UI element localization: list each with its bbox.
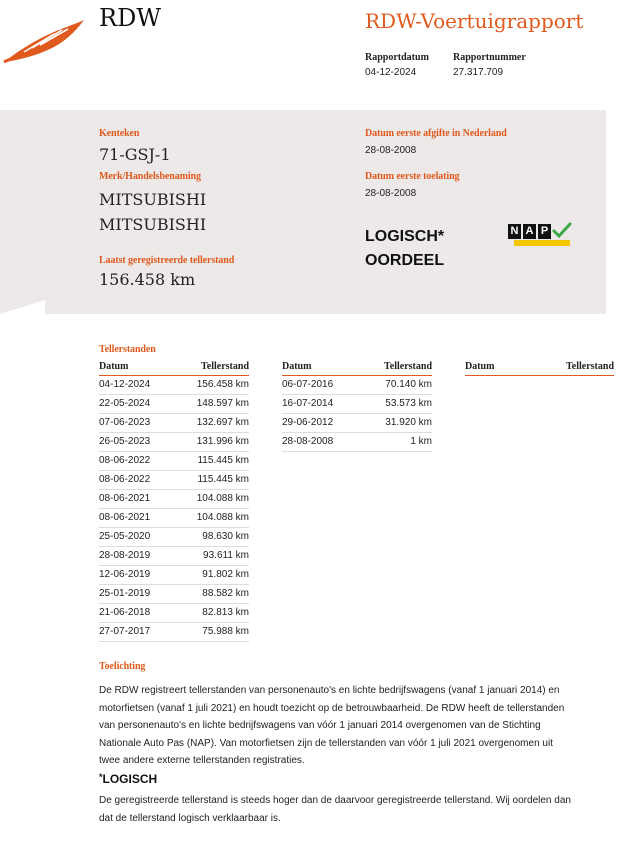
vehicle-panel — [0, 110, 606, 300]
logisch-title: LOGISCH — [102, 772, 158, 786]
toelichting-line: van personenauto's en lichte bedrijfswagens van vóór 1 januari 2014 overgenomen van de Stichting — [99, 720, 541, 731]
row-datum: 25-01-2019 — [99, 588, 151, 599]
col-tellerstand: Tellerstand — [566, 361, 614, 372]
merk-value: MITSUBISHI — [99, 190, 207, 209]
nap-letter-a: A — [523, 224, 536, 239]
row-tellerstand: 131.996 km — [196, 436, 249, 447]
table-row — [99, 509, 249, 528]
table-row — [99, 604, 249, 623]
row-tellerstand: 148.597 km — [196, 398, 249, 409]
report-title: RDW-Voertuigrapport — [365, 9, 584, 33]
teller-value: 156.458 km — [99, 270, 196, 289]
col-tellerstand: Tellerstand — [384, 361, 432, 372]
table-row — [99, 528, 249, 547]
table-row — [99, 395, 249, 414]
row-tellerstand: 53.573 km — [385, 398, 432, 409]
handelsbenaming-value: MITSUBISHI — [99, 215, 207, 234]
toelichting-text — [99, 682, 614, 770]
tellerstanden-table-2 — [282, 361, 432, 452]
row-datum: 08-06-2022 — [99, 455, 151, 466]
oordeel-line2: OORDEEL — [365, 252, 445, 269]
row-datum: 07-06-2023 — [99, 417, 151, 428]
row-tellerstand: 156.458 km — [196, 379, 249, 390]
row-datum: 12-06-2019 — [99, 569, 151, 580]
row-datum: 06-07-2016 — [282, 379, 334, 390]
row-tellerstand: 98.630 km — [202, 531, 249, 542]
oordeel-line1: LOGISCH* — [365, 228, 445, 245]
vehicle-panel-tail — [0, 300, 45, 314]
nap-letter-n: N — [508, 224, 521, 239]
row-tellerstand: 88.582 km — [202, 588, 249, 599]
table-header — [282, 361, 432, 376]
tellerstanden-table-1 — [99, 361, 249, 642]
row-tellerstand: 104.088 km — [196, 493, 249, 504]
row-tellerstand: 75.988 km — [202, 626, 249, 637]
col-datum: Datum — [465, 361, 495, 372]
vehicle-panel-bottom — [45, 300, 606, 314]
tellerstanden-table-3 — [465, 361, 614, 376]
row-tellerstand: 1 km — [410, 436, 432, 447]
row-datum: 08-06-2022 — [99, 474, 151, 485]
table-row — [99, 547, 249, 566]
table-header — [465, 361, 614, 376]
row-datum: 26-05-2023 — [99, 436, 151, 447]
nap-bar — [514, 240, 570, 246]
row-datum: 16-07-2014 — [282, 398, 334, 409]
row-tellerstand: 70.140 km — [385, 379, 432, 390]
table-row — [282, 433, 432, 452]
afgifte-label: Datum eerste afgifte in Nederland — [365, 128, 507, 139]
logisch-line: De geregistreerde tellerstand is steeds hoger dan de daarvoor geregistreerde tellerstand. Wij oordelen dan — [99, 795, 571, 806]
table-row — [99, 623, 249, 642]
row-tellerstand: 31.920 km — [385, 417, 432, 428]
kenteken-label: Kenteken — [99, 128, 140, 139]
row-datum: 21-06-2018 — [99, 607, 151, 618]
row-tellerstand: 115.445 km — [197, 474, 249, 485]
table-row — [282, 414, 432, 433]
row-tellerstand: 82.813 km — [202, 607, 249, 618]
table-row — [99, 490, 249, 509]
row-datum: 28-08-2008 — [282, 436, 334, 447]
col-datum: Datum — [282, 361, 312, 372]
afgifte-value: 28-08-2008 — [365, 145, 417, 156]
table-row — [99, 376, 249, 395]
logisch-text — [99, 792, 614, 827]
row-datum: 25-05-2020 — [99, 531, 151, 542]
row-tellerstand: 115.445 km — [197, 455, 249, 466]
row-datum: 22-05-2024 — [99, 398, 151, 409]
toelichting-line: De RDW registreert tellerstanden van personenauto's en lichte bedrijfswagens (vanaf 1 januari 2014) en — [99, 685, 560, 696]
nap-check-icon — [552, 222, 572, 240]
kenteken-value: 71-GSJ-1 — [99, 145, 171, 164]
tellerstanden-title: Tellerstanden — [99, 344, 156, 355]
table-row — [99, 471, 249, 490]
row-datum: 08-06-2021 — [99, 512, 151, 523]
toelichting-title: Toelichting — [99, 661, 146, 672]
table-row — [282, 376, 432, 395]
rapportdatum-label: Rapportdatum — [365, 52, 429, 63]
row-datum: 29-06-2012 — [282, 417, 334, 428]
table-row — [99, 452, 249, 471]
logisch-star: * — [99, 772, 103, 782]
nap-logo — [508, 224, 572, 248]
rapportnummer-value: 27.317.709 — [453, 67, 504, 78]
row-datum: 27-07-2017 — [99, 626, 151, 637]
toelichting-line: twee andere externe tellerstanden registraties. — [99, 755, 305, 766]
rdw-logo-icon — [2, 18, 86, 66]
row-tellerstand: 91.802 km — [202, 569, 249, 580]
row-datum: 08-06-2021 — [99, 493, 151, 504]
table-row — [99, 433, 249, 452]
toelating-value: 28-08-2008 — [365, 188, 417, 199]
table-header — [99, 361, 249, 376]
teller-label: Laatst geregistreerde tellerstand — [99, 255, 235, 266]
table-row — [282, 395, 432, 414]
row-tellerstand: 104.088 km — [196, 512, 249, 523]
row-datum: 28-08-2019 — [99, 550, 151, 561]
col-tellerstand: Tellerstand — [201, 361, 249, 372]
brand-name: RDW — [99, 4, 161, 32]
merk-label: Merk/Handelsbenaming — [99, 171, 201, 182]
row-datum: 04-12-2024 — [99, 379, 151, 390]
row-tellerstand: 93.611 km — [203, 550, 249, 561]
rapportdatum-value: 04-12-2024 — [365, 67, 417, 78]
toelichting-line: Nationale Auto Pas (NAP). Van motorfietsen zijn de tellerstanden van vóór 1 juli 2021 overgenomen uit — [99, 737, 553, 749]
logisch-line: dat de tellerstand logisch verklaarbaar is. — [99, 812, 281, 824]
row-tellerstand: 132.697 km — [196, 417, 249, 428]
logisch-heading — [99, 772, 157, 786]
toelichting-line: motorfietsen (vanaf 1 juli 2021) en houdt toezicht op de betrouwbaarheid. De RDW heeft de tellerstanden — [99, 702, 565, 714]
toelating-label: Datum eerste toelating — [365, 171, 460, 182]
nap-letter-p: P — [538, 224, 551, 239]
rapportnummer-label: Rapportnummer — [453, 52, 526, 63]
table-row — [99, 585, 249, 604]
table-row — [99, 414, 249, 433]
col-datum: Datum — [99, 361, 129, 372]
table-row — [99, 566, 249, 585]
